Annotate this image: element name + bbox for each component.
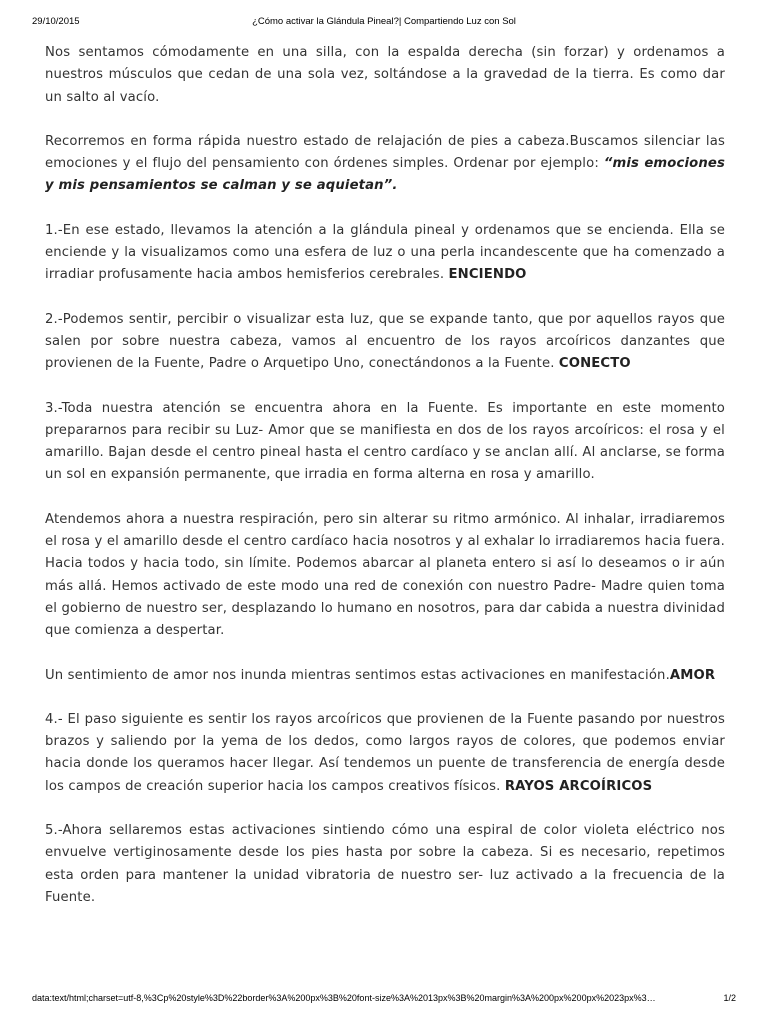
paragraph-intro: Nos sentamos cómodamente en una silla, con la espalda derecha (sin forzar) y ordenamos a nuestros músculos que cedan de una sola vez, soltándose a la gravedad de la tierra. Es como dar un salto al vacío. [45,45,725,105]
print-footer [0,993,768,1007]
source-url: data:text/html;charset=utf-8,%3Cp%20style%3D%22border%3A%200px%3B%20font-size%3A%2013px%3B%20margin%3A%200px%200px%2023px%3… [32,993,656,1003]
paragraph-step-5: 5.-Ahora sellaremos estas activaciones sintiendo cómo una espiral de color violeta eléctrico nos envuelve vertiginosamente desde los pies hasta por sobre la cabeza. Si es necesario, repetimos esta orden para mantener la unidad vibratoria de nuestro ser- luz activado a la frecuencia de la Fuente. [45,823,725,905]
keyword-conecto: CONECTO [558,356,631,372]
keyword-enciendo: ENCIENDO [448,267,527,283]
print-date: 29/10/2015 [32,16,80,27]
paragraph-love: Un sentimiento de amor nos inunda mientras sentimos estas activaciones en manifestación.AMOR [45,667,716,683]
article-body [45,42,725,931]
paragraph-step-3: 3.-Toda nuestra atención se encuentra ahora en la Fuente. Es importante en este momento prepararnos para recibir su Luz- Amor que se manifiesta en dos de los rayos arcoíricos: el rosa y el amarillo. Bajan desde el centro pineal hasta el centro cardíaco y se anclan allí. Al anclarse, se forma un sol en expansión permanente, que irradia en forma alterna en rosa y amarillo. [45,400,725,483]
emphasis-quote: “mis emociones y mis pensamientos se calman y se aquietan”. [45,156,725,194]
page-number: 1/2 [723,993,736,1003]
paragraph-step-1: 1.-En ese estado, llevamos la atención a la glándula pineal y ordenamos que se encienda. Ella se enciende y la visualizamos como una esfera de luz o una perla incandescente que ha comenzado a irradiar profusamente hacia ambos hemisferios cerebrales. ENCIENDO [45,222,725,283]
keyword-amor: AMOR [669,667,716,683]
page-title: ¿Cómo activar la Glándula Pineal?| Compartiendo Luz con Sol [252,16,516,27]
paragraph-step-2: 2.-Podemos sentir, percibir o visualizar esta luz, que se expande tanto, que por aquellos rayos que salen por sobre nuestra cabeza, vamos al encuentro de los rayos arcoíricos danzantes que provienen de la Fuente, Padre o Arquetipo Uno, conectándonos a la Fuente. CONECTO [45,311,725,372]
paragraph-step-4: 4.- El paso siguiente es sentir los rayos arcoíricos que provienen de la Fuente pasando por nuestros brazos y saliendo por la yema de los dedos, como largos rayos de colores, que podemos enviar hacia donde los queramos hacer llegar. Así tendemos un puente de transferencia de energía desde los campos de creación superior hacia los campos creativos físicos. RAYOS ARCOÍRICOS [45,711,725,794]
keyword-rayos: RAYOS ARCOÍRICOS [504,778,653,794]
paragraph-relaxation: Recorremos en forma rápida nuestro estado de relajación de pies a cabeza.Buscamos silenciar las emociones y el flujo del pensamiento con órdenes simples. Ordenar por ejemplo: “mis emociones y mis pensamientos se calman y se aquietan”. [45,133,725,194]
print-header [0,16,768,30]
paragraph-breathing: Atendemos ahora a nuestra respiración, pero sin alterar su ritmo armónico. Al inhalar, irradiaremos el rosa y el amarillo desde el centro cardíaco hacia nosotros y al exhalar lo irradiaremos hacia fuera. Hacia todos y hacia todo, sin límite. Podemos abarcar al planeta entero si así lo deseamos o ir aún más allá. Hemos activado de este modo una red de conexión con nuestro Padre- Madre quien toma el gobierno de nuestro ser, desplazando lo humano en nosotros, para dar cabida a nuestra divinidad que comienza a despertar. [45,511,725,639]
